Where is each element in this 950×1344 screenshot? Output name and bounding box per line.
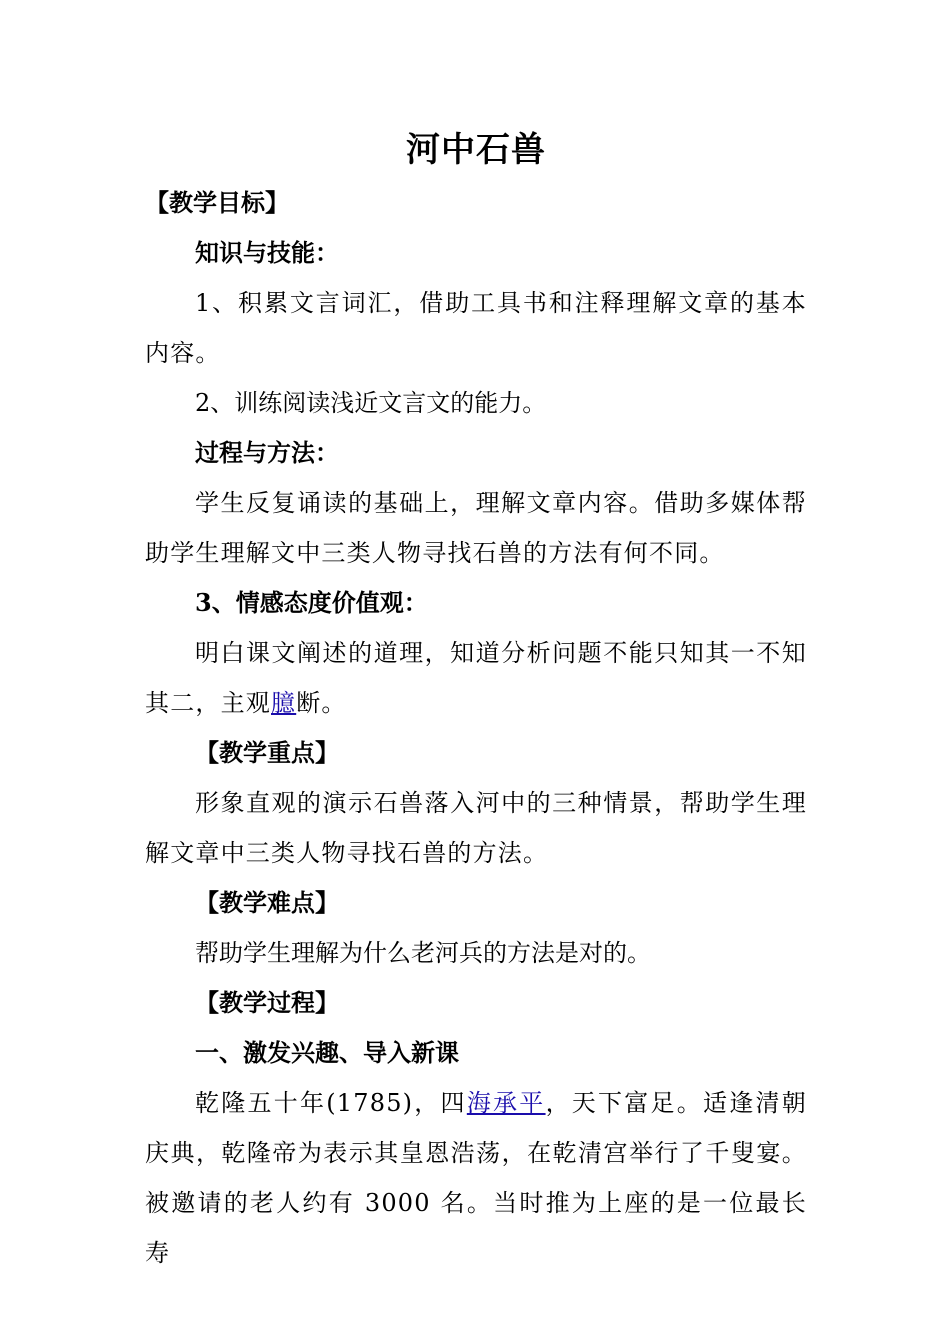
yi-link[interactable]: 臆 [271, 689, 297, 717]
intro-text [145, 1078, 807, 1278]
goal-2-text: 2、训练阅读浅近文言文的能力。 [195, 389, 547, 417]
emotion-values-text [145, 628, 807, 728]
knowledge-skills-heading: 知识与技能： [195, 238, 339, 267]
document-title: 河中石兽 [406, 130, 546, 170]
emotion-values-heading: 3、情感态度价值观： [195, 588, 428, 617]
difficulty-heading: 【教学难点】 [195, 888, 339, 917]
section-one-heading: 一、激发兴趣、导入新课 [195, 1038, 459, 1067]
process-method-text: 学生反复诵读的基础上，理解文章内容。借助多媒体帮助学生理解文中三类人物寻找石兽的方法有何不同。 [145, 489, 807, 567]
intro-text-before: 乾隆五十年(1785)，四 [195, 1089, 467, 1117]
difficulty-text: 帮助学生理解为什么老河兵的方法是对的。 [195, 939, 651, 967]
haichengping-link[interactable]: 海承平 [466, 1089, 546, 1117]
teaching-process-heading: 【教学过程】 [195, 988, 339, 1017]
emotion-text-after: 断。 [296, 689, 347, 717]
goal-1-text: 1、积累文言词汇，借助工具书和注释理解文章的基本内容。 [145, 289, 807, 367]
intro-text-after: ，天下富足。适逢清朝庆典，乾隆帝为表示其皇恩浩荡，在乾清宫举行了千叟宴。被邀请的老人约有 3000 名。当时推为上座的是一位最长寿 [145, 1089, 808, 1267]
process-method-heading: 过程与方法： [195, 438, 339, 467]
teaching-goals-heading: 【教学目标】 [145, 188, 289, 217]
document-page [145, 122, 807, 1278]
key-points-text: 形象直观的演示石兽落入河中的三种情景，帮助学生理解文章中三类人物寻找石兽的方法。 [145, 789, 807, 867]
key-points-heading: 【教学重点】 [195, 738, 339, 767]
emotion-text-before: 明白课文阐述的道理，知道分析问题不能只知其一不知其二，主观 [145, 639, 807, 717]
